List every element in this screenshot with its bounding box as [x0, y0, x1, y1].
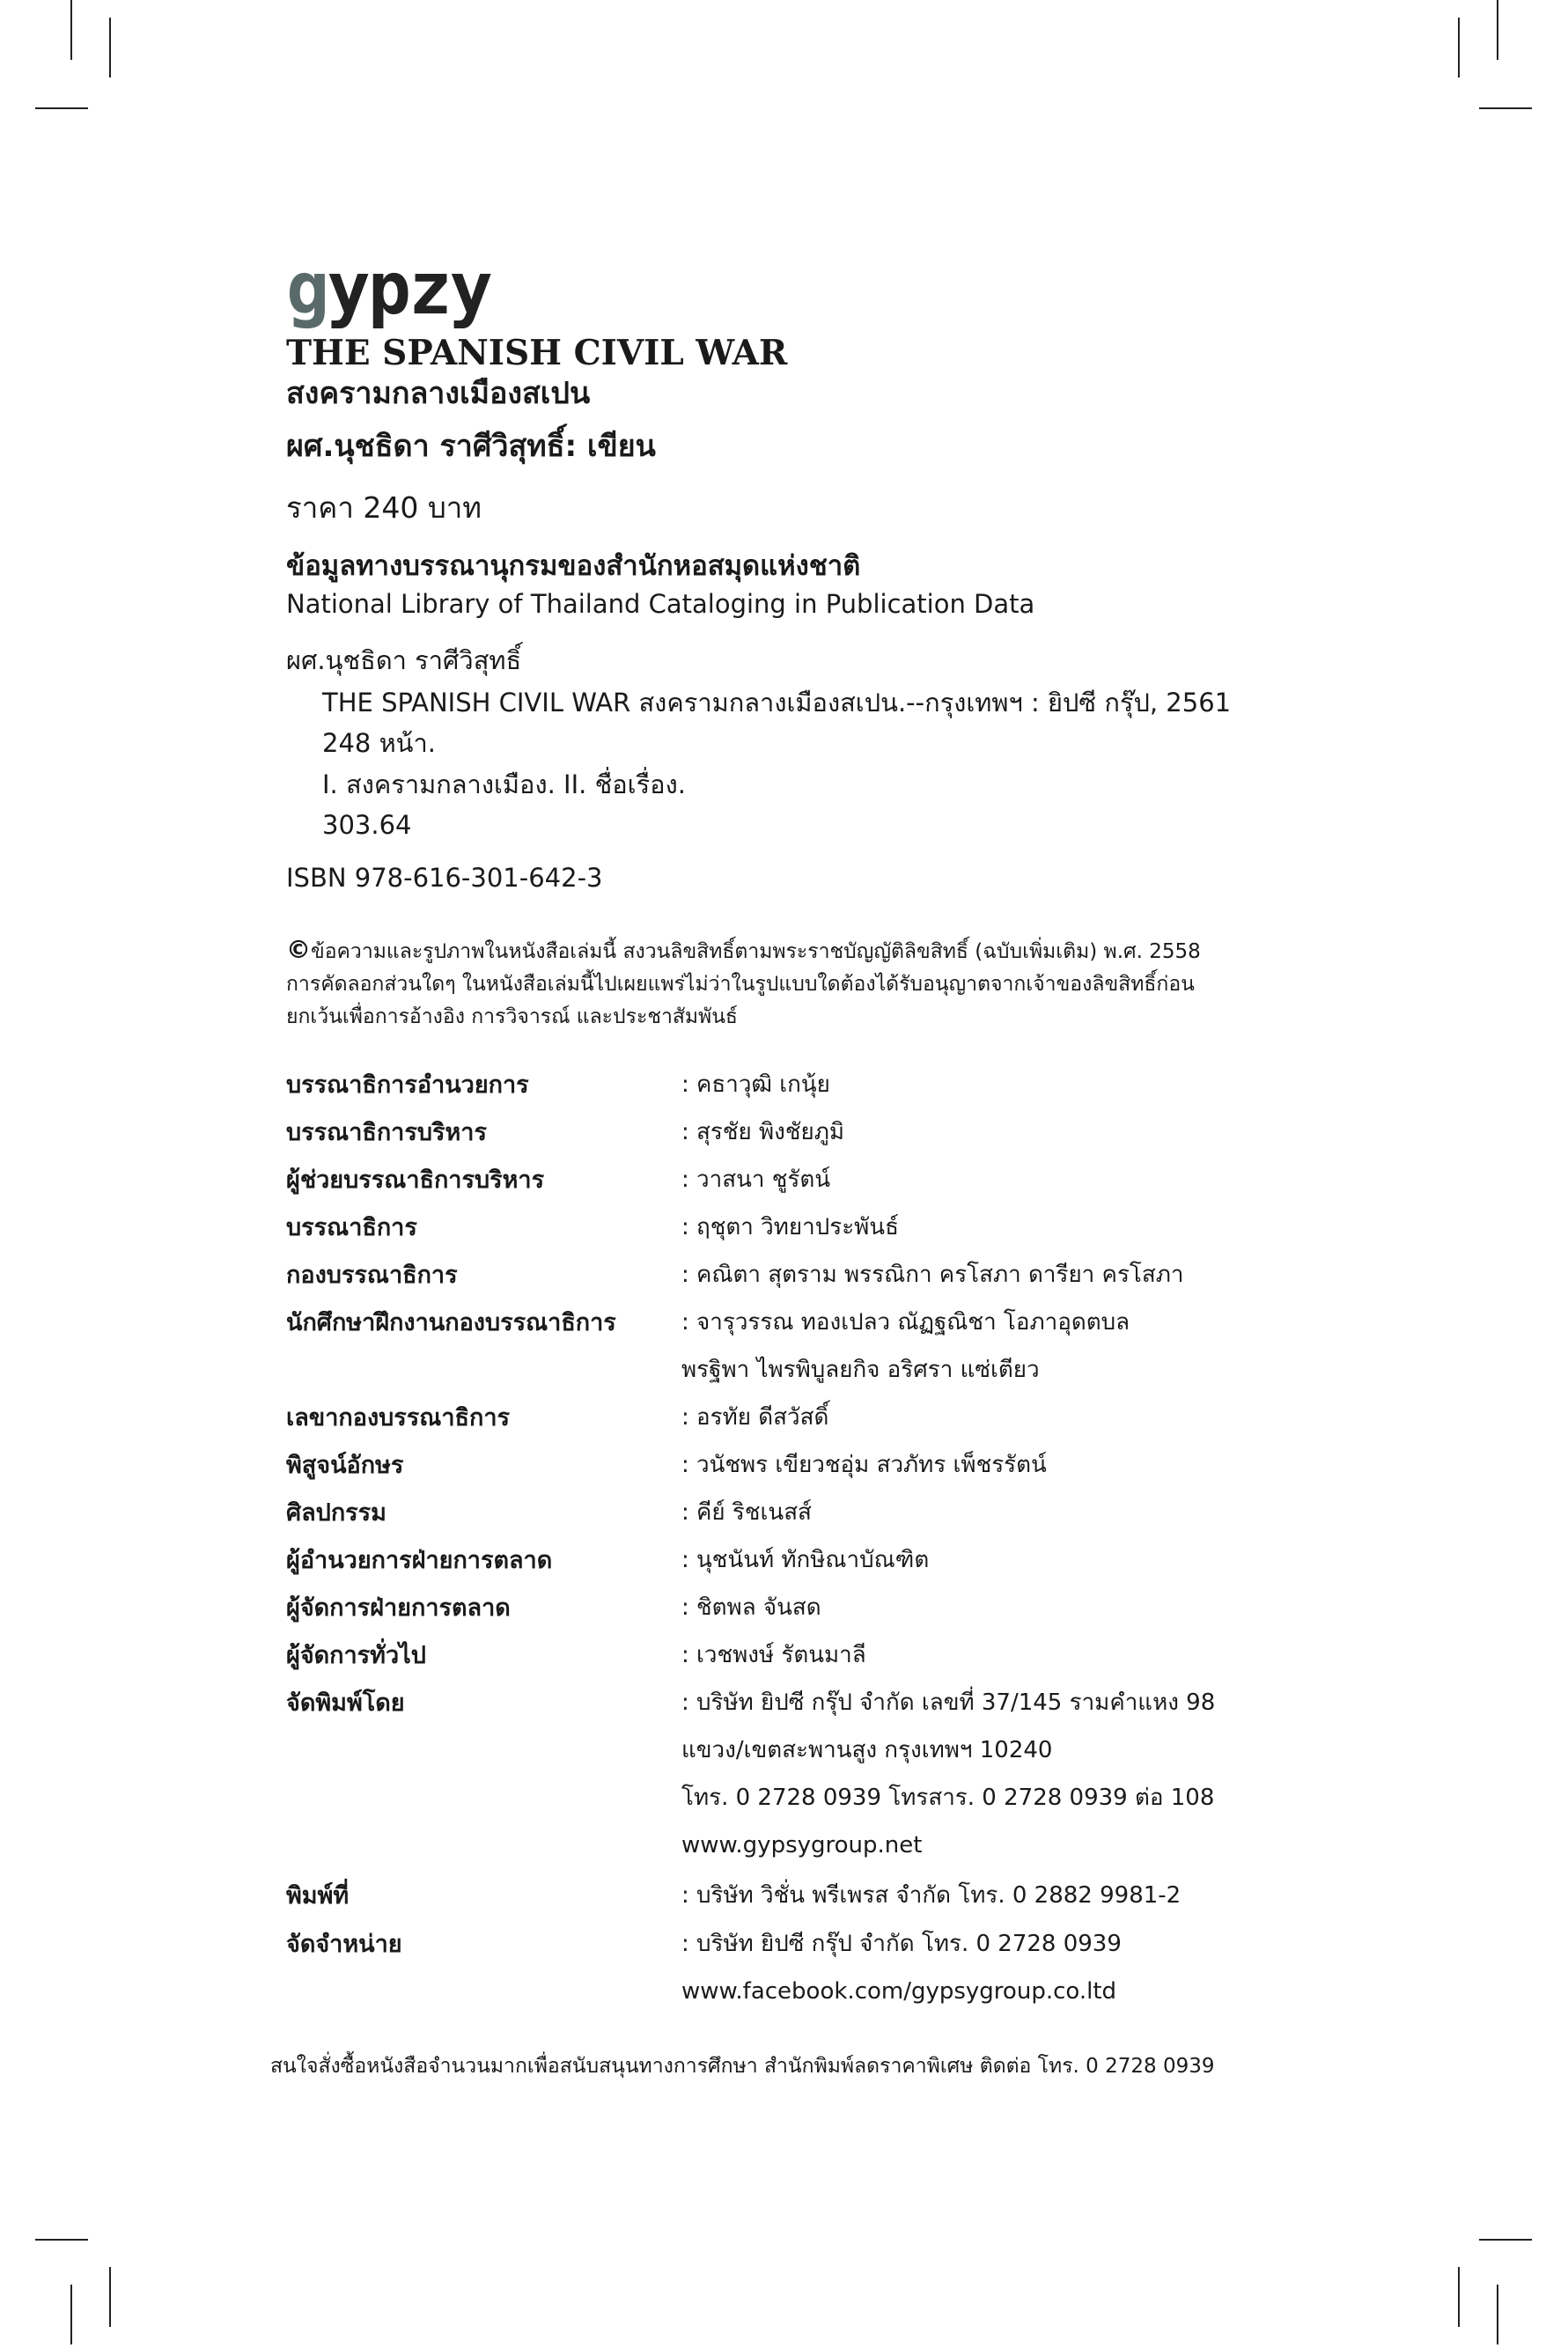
copyright-line: ©ข้อความและรูปภาพในหนังสือเล่มนี้ สงวนลิขสิทธิ์ตามพระราชบัญญัติลิขสิทธิ์ (ฉบับเพิ่มเติม) พ.ศ. 2558 — [286, 935, 1201, 964]
national-library-heading-english: National Library of Thailand Cataloging in Publication Data — [286, 589, 1035, 619]
copyright-notice — [286, 933, 1272, 1034]
crop-mark — [1497, 2285, 1498, 2344]
credit-value: พรฐิพา ไพรพิบูลยกิจ อริศรา แซ่เตียว — [681, 1357, 1040, 1383]
credit-label: พิมพ์ที่ — [286, 1882, 350, 1910]
book-title: THE SPANISH CIVIL WAR — [286, 333, 788, 373]
credit-value: : บริษัท ยิปซี กรุ๊ป จำกัด โทร. 0 2728 0939 — [681, 1931, 1122, 1957]
credit-value: : บริษัท วิชั่น พรีเพรส จำกัด โทร. 0 2882 9981-2 — [681, 1882, 1182, 1909]
credit-label: ผู้ช่วยบรรณาธิการบริหาร — [286, 1167, 545, 1194]
copyright-icon: © — [286, 935, 311, 964]
credit-label: ผู้อำนวยการฝ่ายการตลาด — [286, 1547, 553, 1574]
crop-mark — [35, 2239, 88, 2241]
bulk-order-note: สนใจสั่งซื้อหนังสือจำนวนมากเพื่อสนับสนุนทางการศึกษา สำนักพิมพ์ลดราคาพิเศษ ติดต่อ โทร. 0 2728 0939 — [270, 2055, 1215, 2078]
credit-label: บรรณาธิการอำนวยการ — [286, 1071, 529, 1099]
crop-mark — [70, 0, 72, 60]
credit-value: : จารุวรรณ ทองเปลว ณัฏฐณิชา โอภาอุดตบล — [681, 1309, 1130, 1336]
credit-value: : อรทัย ดีสวัสดิ์ — [681, 1404, 829, 1431]
isbn: ISBN 978-616-301-642-3 — [286, 863, 603, 893]
credit-value: : ชิตพล จันสด — [681, 1594, 821, 1621]
credit-value: www.gypsygroup.net — [681, 1832, 923, 1859]
credit-value: : คีย์ ริชเนสส์ — [681, 1499, 812, 1526]
credit-value: แขวง/เขตสะพานสูง กรุงเทพฯ 10240 — [681, 1737, 1053, 1763]
catalog-line: 303.64 — [322, 810, 412, 840]
publisher-logo: gypzy — [286, 247, 490, 331]
credit-value: : วนัชพร เขียวชอุ่ม สวภัทร เพ็ชรรัตน์ — [681, 1452, 1047, 1478]
catalog-line: I. สงครามกลางเมือง. II. ชื่อเรื่อง. — [322, 769, 686, 799]
credit-label: ผู้จัดการทั่วไป — [286, 1642, 426, 1669]
credit-label: พิสูจน์อักษร — [286, 1452, 404, 1479]
credit-label: บรรณาธิการ — [286, 1214, 417, 1241]
credit-value: : บริษัท ยิปซี กรุ๊ป จำกัด เลขที่ 37/145 รามคำแหง 98 — [681, 1689, 1216, 1716]
credit-value: : วาสนา ชูรัตน์ — [681, 1167, 830, 1193]
credit-label: ผู้จัดการฝ่ายการตลาด — [286, 1594, 511, 1622]
catalog-line: THE SPANISH CIVIL WAR สงครามกลางเมืองสเปน.--กรุงเทพฯ : ยิปซี กรุ๊ป, 2561 — [322, 688, 1232, 718]
credit-value: : ฤชุตา วิทยาประพันธ์ — [681, 1214, 899, 1240]
book-title-thai: สงครามกลางเมืองสเปน — [286, 376, 591, 411]
credit-label: เลขากองบรรณาธิการ — [286, 1404, 510, 1432]
copyright-line: ยกเว้นเพื่อการอ้างอิง การวิจารณ์ และประชาสัมพันธ์ — [286, 1005, 738, 1028]
credit-value: : เวชพงษ์ รัตนมาลี — [681, 1642, 866, 1668]
credit-label: จัดจำหน่าย — [286, 1931, 402, 1958]
credit-value: : คณิตา สุตราม พรรณิกา ครโสภา ดารียา ครโสภา — [681, 1262, 1184, 1288]
crop-mark — [1479, 2239, 1532, 2241]
crop-mark — [109, 18, 111, 77]
credit-label: บรรณาธิการบริหาร — [286, 1119, 487, 1146]
catalog-author: ผศ.นุชธิดา ราศีวิสุทธิ์ — [286, 645, 522, 675]
crop-mark — [70, 2285, 72, 2344]
price: ราคา 240 บาท — [286, 490, 482, 525]
copyright-line: การคัดลอกส่วนใดๆ ในหนังสือเล่มนี้ไปเผยแพร่ไม่ว่าในรูปแบบใดต้องได้รับอนุญาตจากเจ้าของลิขสิทธิ์ก่อน — [286, 973, 1195, 996]
credit-value: : นุชนันท์ ทักษิณาบัณฑิต — [681, 1547, 930, 1573]
credit-label: ศิลปกรรม — [286, 1499, 386, 1527]
credit-value: : คธาวุฒิ เกนุ้ย — [681, 1071, 830, 1098]
crop-mark — [1479, 107, 1532, 109]
national-library-heading-thai: ข้อมูลทางบรรณานุกรมของสำนักหอสมุดแห่งชาติ — [286, 550, 861, 582]
credit-label: นักศึกษาฝึกงานกองบรรณาธิการ — [286, 1309, 616, 1336]
credit-value: : สุรชัย พิงชัยภูมิ — [681, 1119, 844, 1145]
crop-mark — [1458, 18, 1460, 77]
credit-value: www.facebook.com/gypsygroup.co.ltd — [681, 1978, 1117, 2005]
credit-value: โทร. 0 2728 0939 โทรสาร. 0 2728 0939 ต่อ 108 — [681, 1785, 1215, 1811]
crop-mark — [35, 107, 88, 109]
crop-mark — [1497, 0, 1498, 60]
credit-label: กองบรรณาธิการ — [286, 1262, 458, 1289]
crop-mark — [1458, 2267, 1460, 2327]
catalog-line: 248 หน้า. — [322, 728, 437, 758]
credit-label: จัดพิมพ์โดย — [286, 1689, 405, 1717]
crop-mark — [109, 2267, 111, 2327]
author-line: ผศ.นุชธิดา ราศีวิสุทธิ์: เขียน — [286, 429, 656, 464]
